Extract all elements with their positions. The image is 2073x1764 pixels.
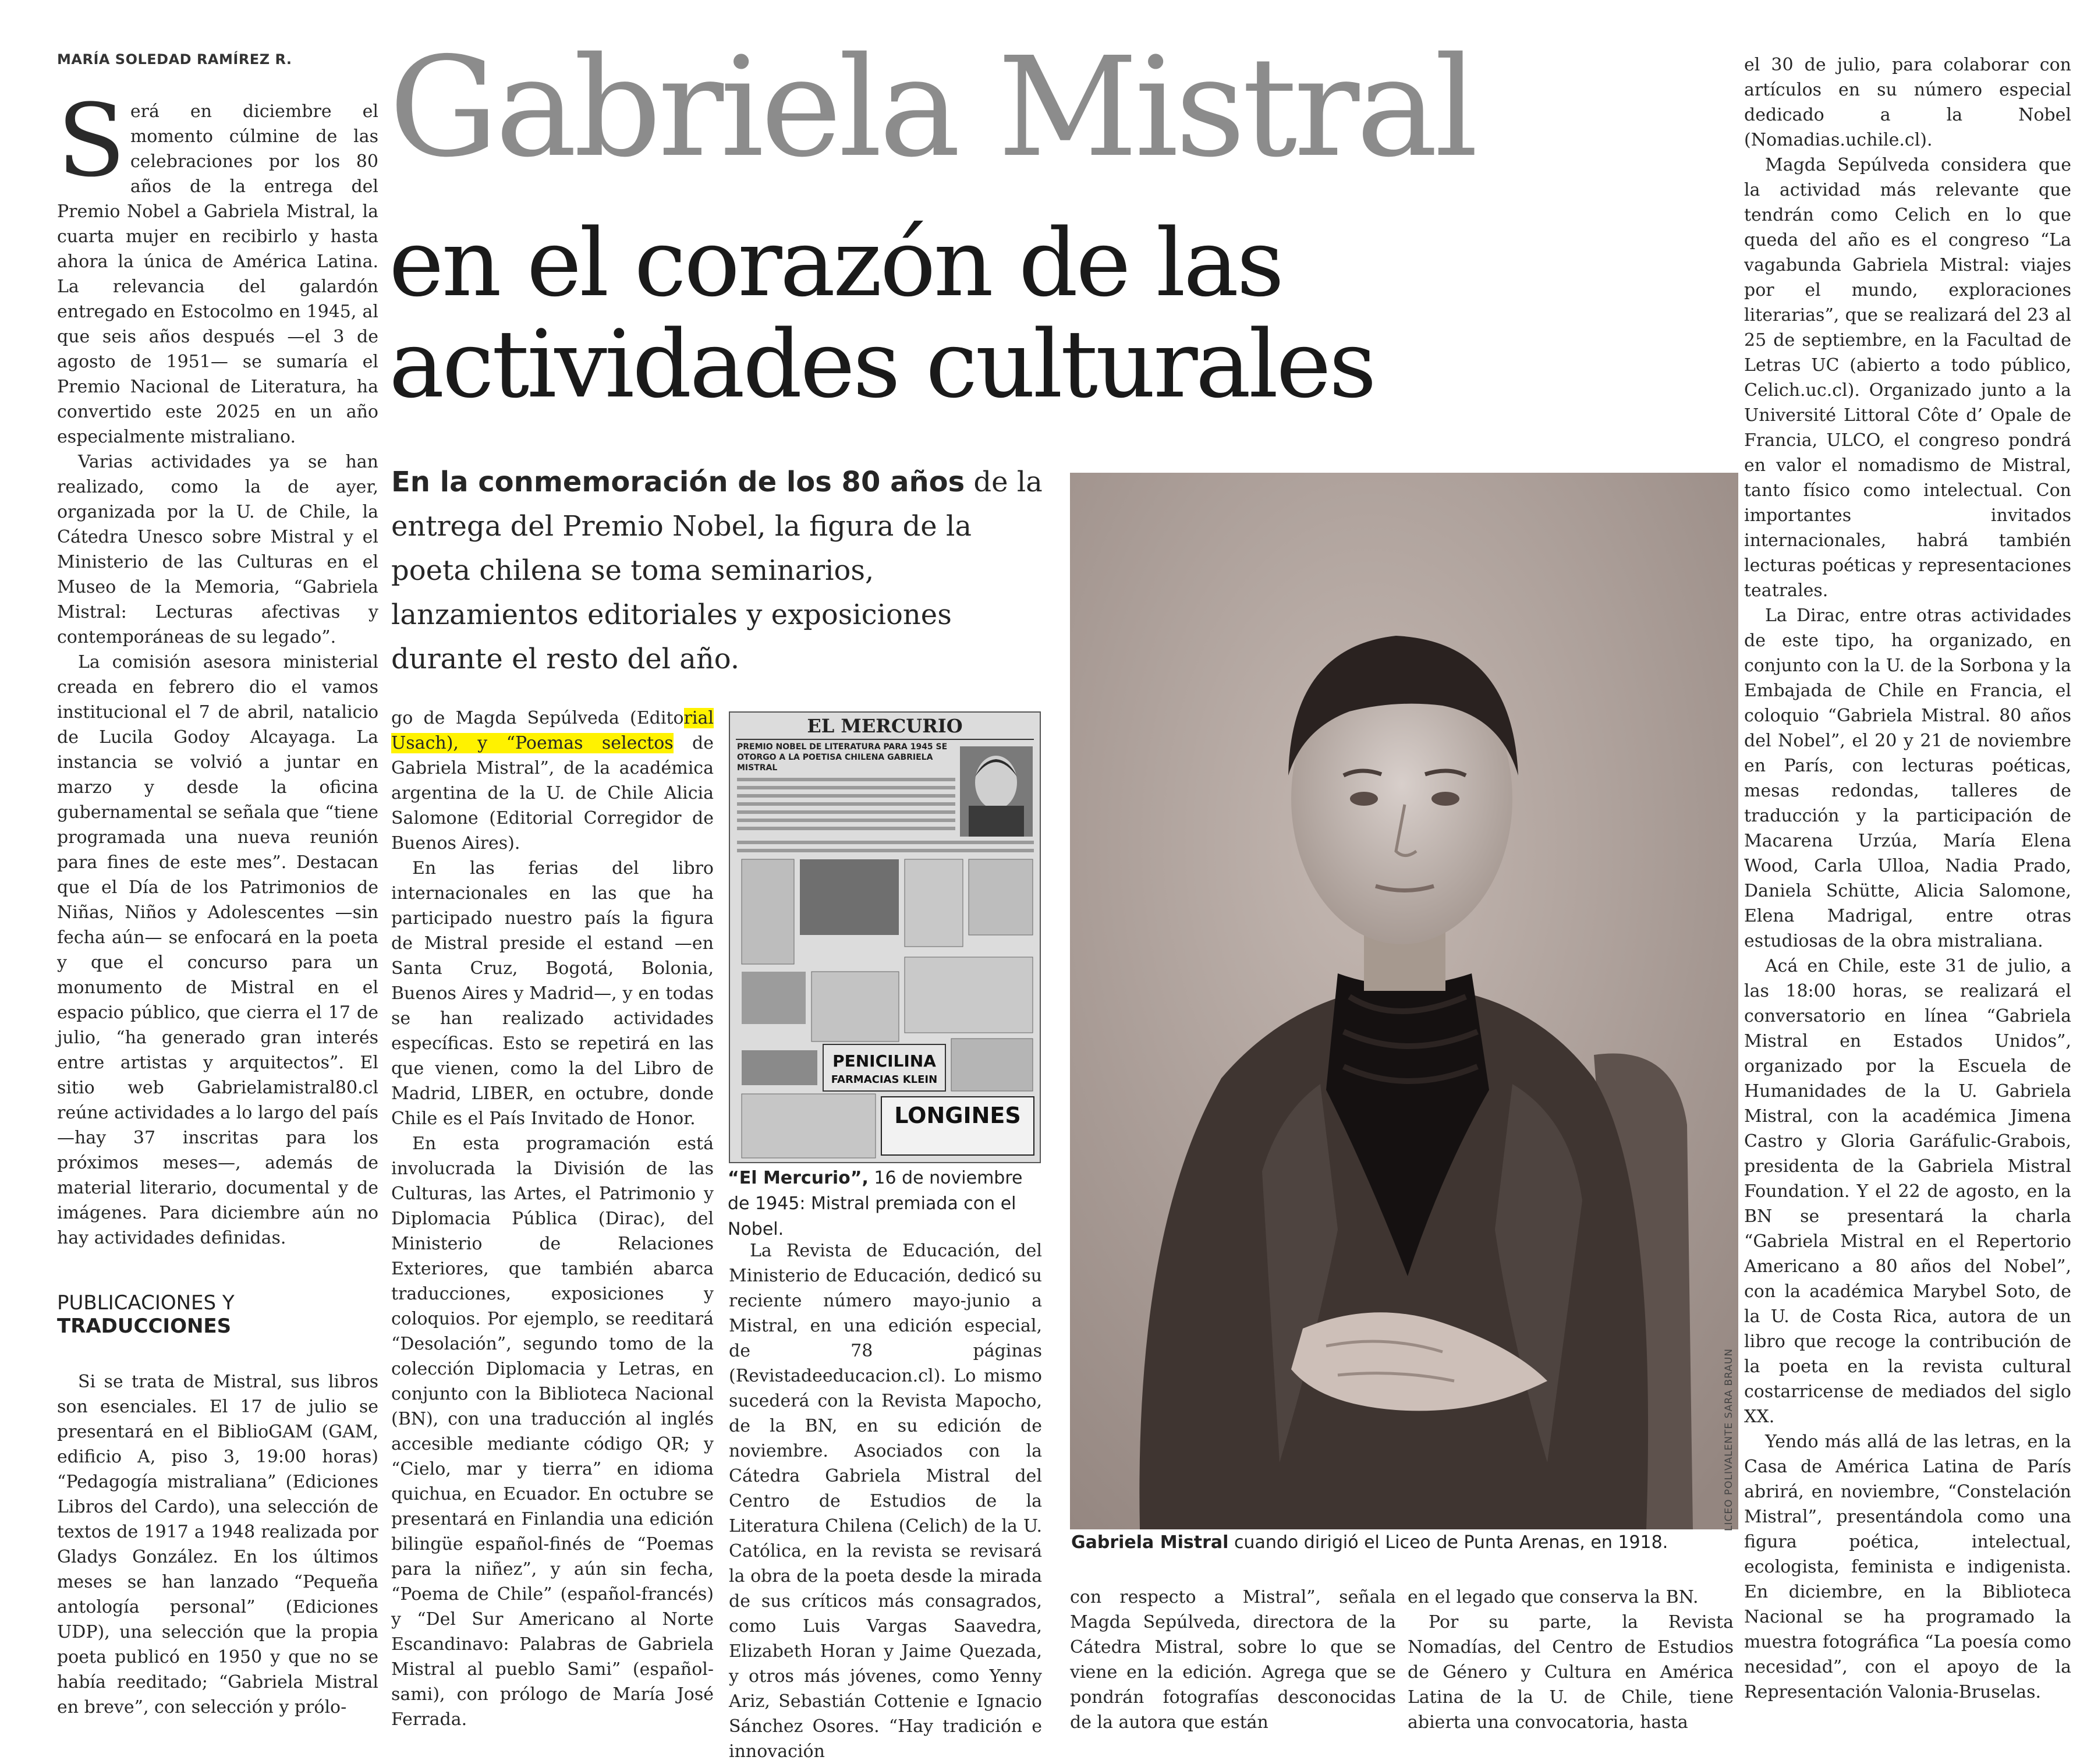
subhead-line-1: PUBLICACIONES Y	[57, 1291, 235, 1315]
highlighted-text: rial Usach), y “Poemas selectos	[391, 708, 714, 753]
column-4	[1070, 1585, 1396, 1735]
column-2-paragraph-1: En las ferias del libro internacionales en las que ha participado nuestro país la figura de Mistral preside el estand —en Santa Cruz, Bogotá, Bolonia, Buenos Aires y Madrid—, y en todas se han realizado actividades específicas. Esto se repetirá en las que vienen, como la del Libro de Madrid, LIBER, en octubre, donde Chile es el País Invitado de Honor.	[391, 858, 714, 1129]
thumbnail-caption	[728, 1166, 1042, 1242]
newspaper-page-illustration	[730, 713, 1040, 1162]
column-2	[391, 706, 714, 1732]
photo-caption-bold: Gabriela Mistral	[1071, 1532, 1229, 1553]
column-5-paragraph-1: en el legado que conserva la BN.	[1408, 1587, 1699, 1607]
column-6-paragraph-3: La Dirac, entre otras actividades de este tipo, ha organizado, en conjunto con la U. de la Sorbona y la Embajada de Chile en Francia, el coloquio “Gabriela Mistral. 80 años del Nobel”, el 20 y 21 de noviembre en París, con lecturas poéticas, mesas redondas, talleres de traducción y la participación de Macarena Urzúa, María Elena Wood, Carla Ulloa, Nadia Prado, Daniela Schütte, Alicia Salomone, Elena Madrigal, entre otras estudiosas de la obra mistraliana.	[1744, 605, 2071, 951]
thumb-masthead: EL MERCURIO	[807, 715, 963, 737]
newspaper-thumbnail	[729, 711, 1041, 1163]
photo-caption	[1071, 1531, 1746, 1554]
photo-credit: LICEO POLIVALENTE SARA BRAUN	[1723, 1348, 1735, 1531]
column-2-paragraph-0	[391, 706, 714, 856]
column-5-paragraph-2: Por su parte, la Revista Nomadías, del Centro de Estudios de Género y Cultura en América Latina de la U. de Chile, tiene abierta una convocatoria, hasta	[1408, 1612, 1734, 1733]
dropcap: S	[57, 82, 126, 199]
column-1b-paragraph-1: Si se trata de Mistral, sus libros son esenciales. El 17 de julio se presentará en el BiblioGAM (GAM, edificio A, piso 3, 19:00 horas) “Pedagogía mistraliana” (Ediciones Libros del Cardo), una selección de textos de 1917 a 1948 realizada por Gladys González. En los últimos meses se han lanzado “Pequeña antología personal” (Ediciones UDP), una selección que la propia poeta publicó en 1950 y que no se había reeditado; “Gabriela Mistral en breve”, con selección y prólo-	[57, 1372, 378, 1717]
column-1-paragraph-1	[57, 82, 378, 449]
text-span: go de Magda Sepúlveda (Edito	[391, 708, 684, 728]
section-subhead	[57, 1291, 383, 1338]
column-1-paragraph-2: Varias actividades ya se han realizado, como la de ayer, organizada por la U. de Chile, la Cátedra Unesco sobre Mistral y el Ministerio de las Culturas en el Museo de la Memoria, “Gabriela Mistral: Lecturas afectivas y contemporáneas de su legado”.	[57, 452, 378, 647]
column-6-paragraph-5: Yendo más allá de las letras, en la Casa de América Latina de París abrirá, en noviembre, “Constelación Mistral”, presentándola como una figura poética, intelectual, ecologista, feminista e indigenista. En diciembre, en la Biblioteca Nacional se ha programado la muestra fotográfica “La poesía como necesidad”, con el apoyo de la Representación Valonia-Bruselas.	[1744, 1432, 2071, 1702]
headline-main: Gabriela Mistral	[389, 27, 1475, 187]
byline: MARÍA SOLEDAD RAMÍREZ R.	[57, 51, 292, 68]
thumb-ad-penicilina: PENICILINA	[832, 1051, 936, 1071]
deck-text: de la entrega del Premio Nobel, la figura de la poeta chilena se toma seminarios, lanzamientos editoriales y exposiciones durante el resto del año.	[391, 466, 1043, 675]
column-5	[1408, 1585, 1734, 1735]
thumb-caption-text: 16 de noviembre de 1945: Mistral premiada con el Nobel.	[728, 1168, 1023, 1239]
column-1b	[57, 1369, 378, 1720]
thumb-ad-longines: LONGINES	[894, 1103, 1021, 1128]
column-3-paragraph-1: La Revista de Educación, del Ministerio de Educación, dedicó su reciente número mayo-junio a Mistral, en una edición especial, de 78 páginas (Revistadeeducacion.cl). Lo mismo sucederá con la Revista Mapocho, de la BN, en su edición de noviembre. Asociados con la Cátedra Gabriela Mistral del Centro de Estudios de la Literatura Chilena (Celich) de la U. Católica, en la revista se revisará la obra de la poeta desde la mirada de sus críticos más consagrados, como Luis Vargas Saavedra, Elizabeth Horan y Jaime Quezada, y otros más jóvenes, como Yenny Ariz, Sebastián Cottenie e Ignacio Sánchez Osores. “Hay tradición e innovación	[729, 1241, 1042, 1762]
deck-bold: En la conmemoración de los 80 años	[391, 466, 965, 498]
article-deck	[391, 460, 1055, 681]
text-span: de Gabriela Mistral”, de la académica argentina de la U. de Chile Alicia Salomone (Editorial Corregidor de Buenos Aires).	[391, 733, 714, 853]
thumb-caption-bold: “El Mercurio”,	[728, 1168, 869, 1188]
column-6	[1744, 52, 2071, 1705]
portrait-photo	[1070, 473, 1738, 1529]
column-6-paragraph-1: el 30 de julio, para colaborar con artículos en su número especial dedicado a la Nobel (Nomadias.uchile.cl).	[1744, 55, 2071, 150]
subhead-line-2: TRADUCCIONES	[57, 1315, 232, 1338]
column-6-paragraph-4: Acá en Chile, este 31 de julio, a las 18:00 horas, se realizará el conversatorio en línea “Gabriela Mistral en Estados Unidos”, organizado por la Escuela de Humanidades de la U. Gabriela Mistral, con la académica Jimena Castro y Gloria Garáfulic-Grabois, presidenta de la Gabriela Mistral Foundation. Y el 22 de agosto, en la BN se presentará la charla “Gabriela Mistral en el Repertorio Americano a 80 años del Nobel”, con la académica Marybel Soto, de la U. de Costa Rica, autora de un libro que recoge la contribución de la poeta en la revista cultural costarricense de mediados del siglo XX.	[1744, 956, 2071, 1427]
paragraph-text: erá en diciembre el momento cúlmine de las celebraciones por los 80 años de la entrega del Premio Nobel a Gabriela Mistral, la cuarta mujer en recibirlo y hasta ahora la única de América Latina. La relevancia del galardón entregado en Estocolmo en 1945, al que seis años después —el 3 de agosto de 1951— se sumaría el Premio Nacional de Literatura, ha convertido este 2025 en un año especialmente mistraliano.	[57, 101, 378, 447]
column-6-paragraph-2: Magda Sepúlveda considera que la actividad más relevante que tendrán como Celich en lo que queda del año es el congreso “La vagabunda Gabriela Mistral: viajes por el mundo, exploraciones literarias”, que se realizará del 23 al 25 de septiembre, en la Facultad de Letras UC (abierto a todo público, Celich.uc.cl). Organizado junto a la Université Littoral Côte d’ Opale de Francia, ULCO, el congreso pondrá en valor el nomadismo de Mistral, tanto físico como intelectual. Con importantes invitados internacionales, habrá también lecturas poéticas y representaciones teatrales.	[1744, 155, 2071, 601]
photo-caption-text: cuando dirigió el Liceo de Punta Arenas, en 1918.	[1228, 1532, 1668, 1553]
headline-secondary: en el corazón de las actividades culturales	[389, 208, 1374, 419]
portrait-illustration	[1070, 473, 1738, 1529]
column-1	[57, 82, 378, 1251]
column-2-paragraph-2: En esta programación está involucrada la División de las Culturas, las Artes, el Patrimonio y Diplomacia Pública (Dirac), del Ministerio de Relaciones Exteriores, que también abarca traducciones, exposiciones y coloquios. Por ejemplo, se reeditará “Desolación”, segundo tomo de la colección Diplomacia y Letras, en conjunto con la Biblioteca Nacional (BN), con una traducción al inglés accesible mediante código QR; y “Cielo, mar y tierra” en idioma quichua, en Ecuador. En octubre se presentará en Finlandia una edición bilingüe español-finés de “Poemas para la niñez”, y aún sin fecha, “Poema de Chile” (español-francés) y “Del Sur Americano al Norte Escandinavo: Palabras de Gabriela Mistral al pueblo Sami” (español-sami), con prólogo de María José Ferrada.	[391, 1134, 714, 1730]
column-1-paragraph-3: La comisión asesora ministerial creada en febrero dio el vamos institucional el 7 de abril, natalicio de Lucila Godoy Alcayaga. La instancia se volvió a juntar en marzo y desde la oficina gubernamental se señala que “tiene programada una nueva reunión para fines de este mes”. Destacan que el Día de los Patrimonios de Niñas, Niños y Adolescentes —sin fecha aún— se enfocará en la poeta y que el concurso para un monumento de Mistral en el espacio público, que cierra el 17 de julio, “ha generado gran interés entre artistas y arquitectos”. El sitio web Gabrielamistral80.cl reúne actividades a lo largo del país —hay 37 inscritas para los próximos meses—, además de material literario, documental y de imágenes. Para diciembre aún no hay actividades definidas.	[57, 652, 378, 1248]
thumb-ad-farmacias: FARMACIAS KLEIN	[831, 1074, 938, 1086]
column-3	[729, 1238, 1042, 1764]
column-4-paragraph-1: con respecto a Mistral”, señala Magda Sepúlveda, directora de la Cátedra Mistral, sobre lo que se viene en la edición. Agrega que se pondrán fotografías desconocidas de la autora que están	[1070, 1587, 1396, 1733]
thumb-headline: PREMIO NOBEL DE LITERATURA PARA 1945 SE OTORGO A LA POETISA CHILENA GABRIELA MISTRAL	[737, 742, 948, 773]
